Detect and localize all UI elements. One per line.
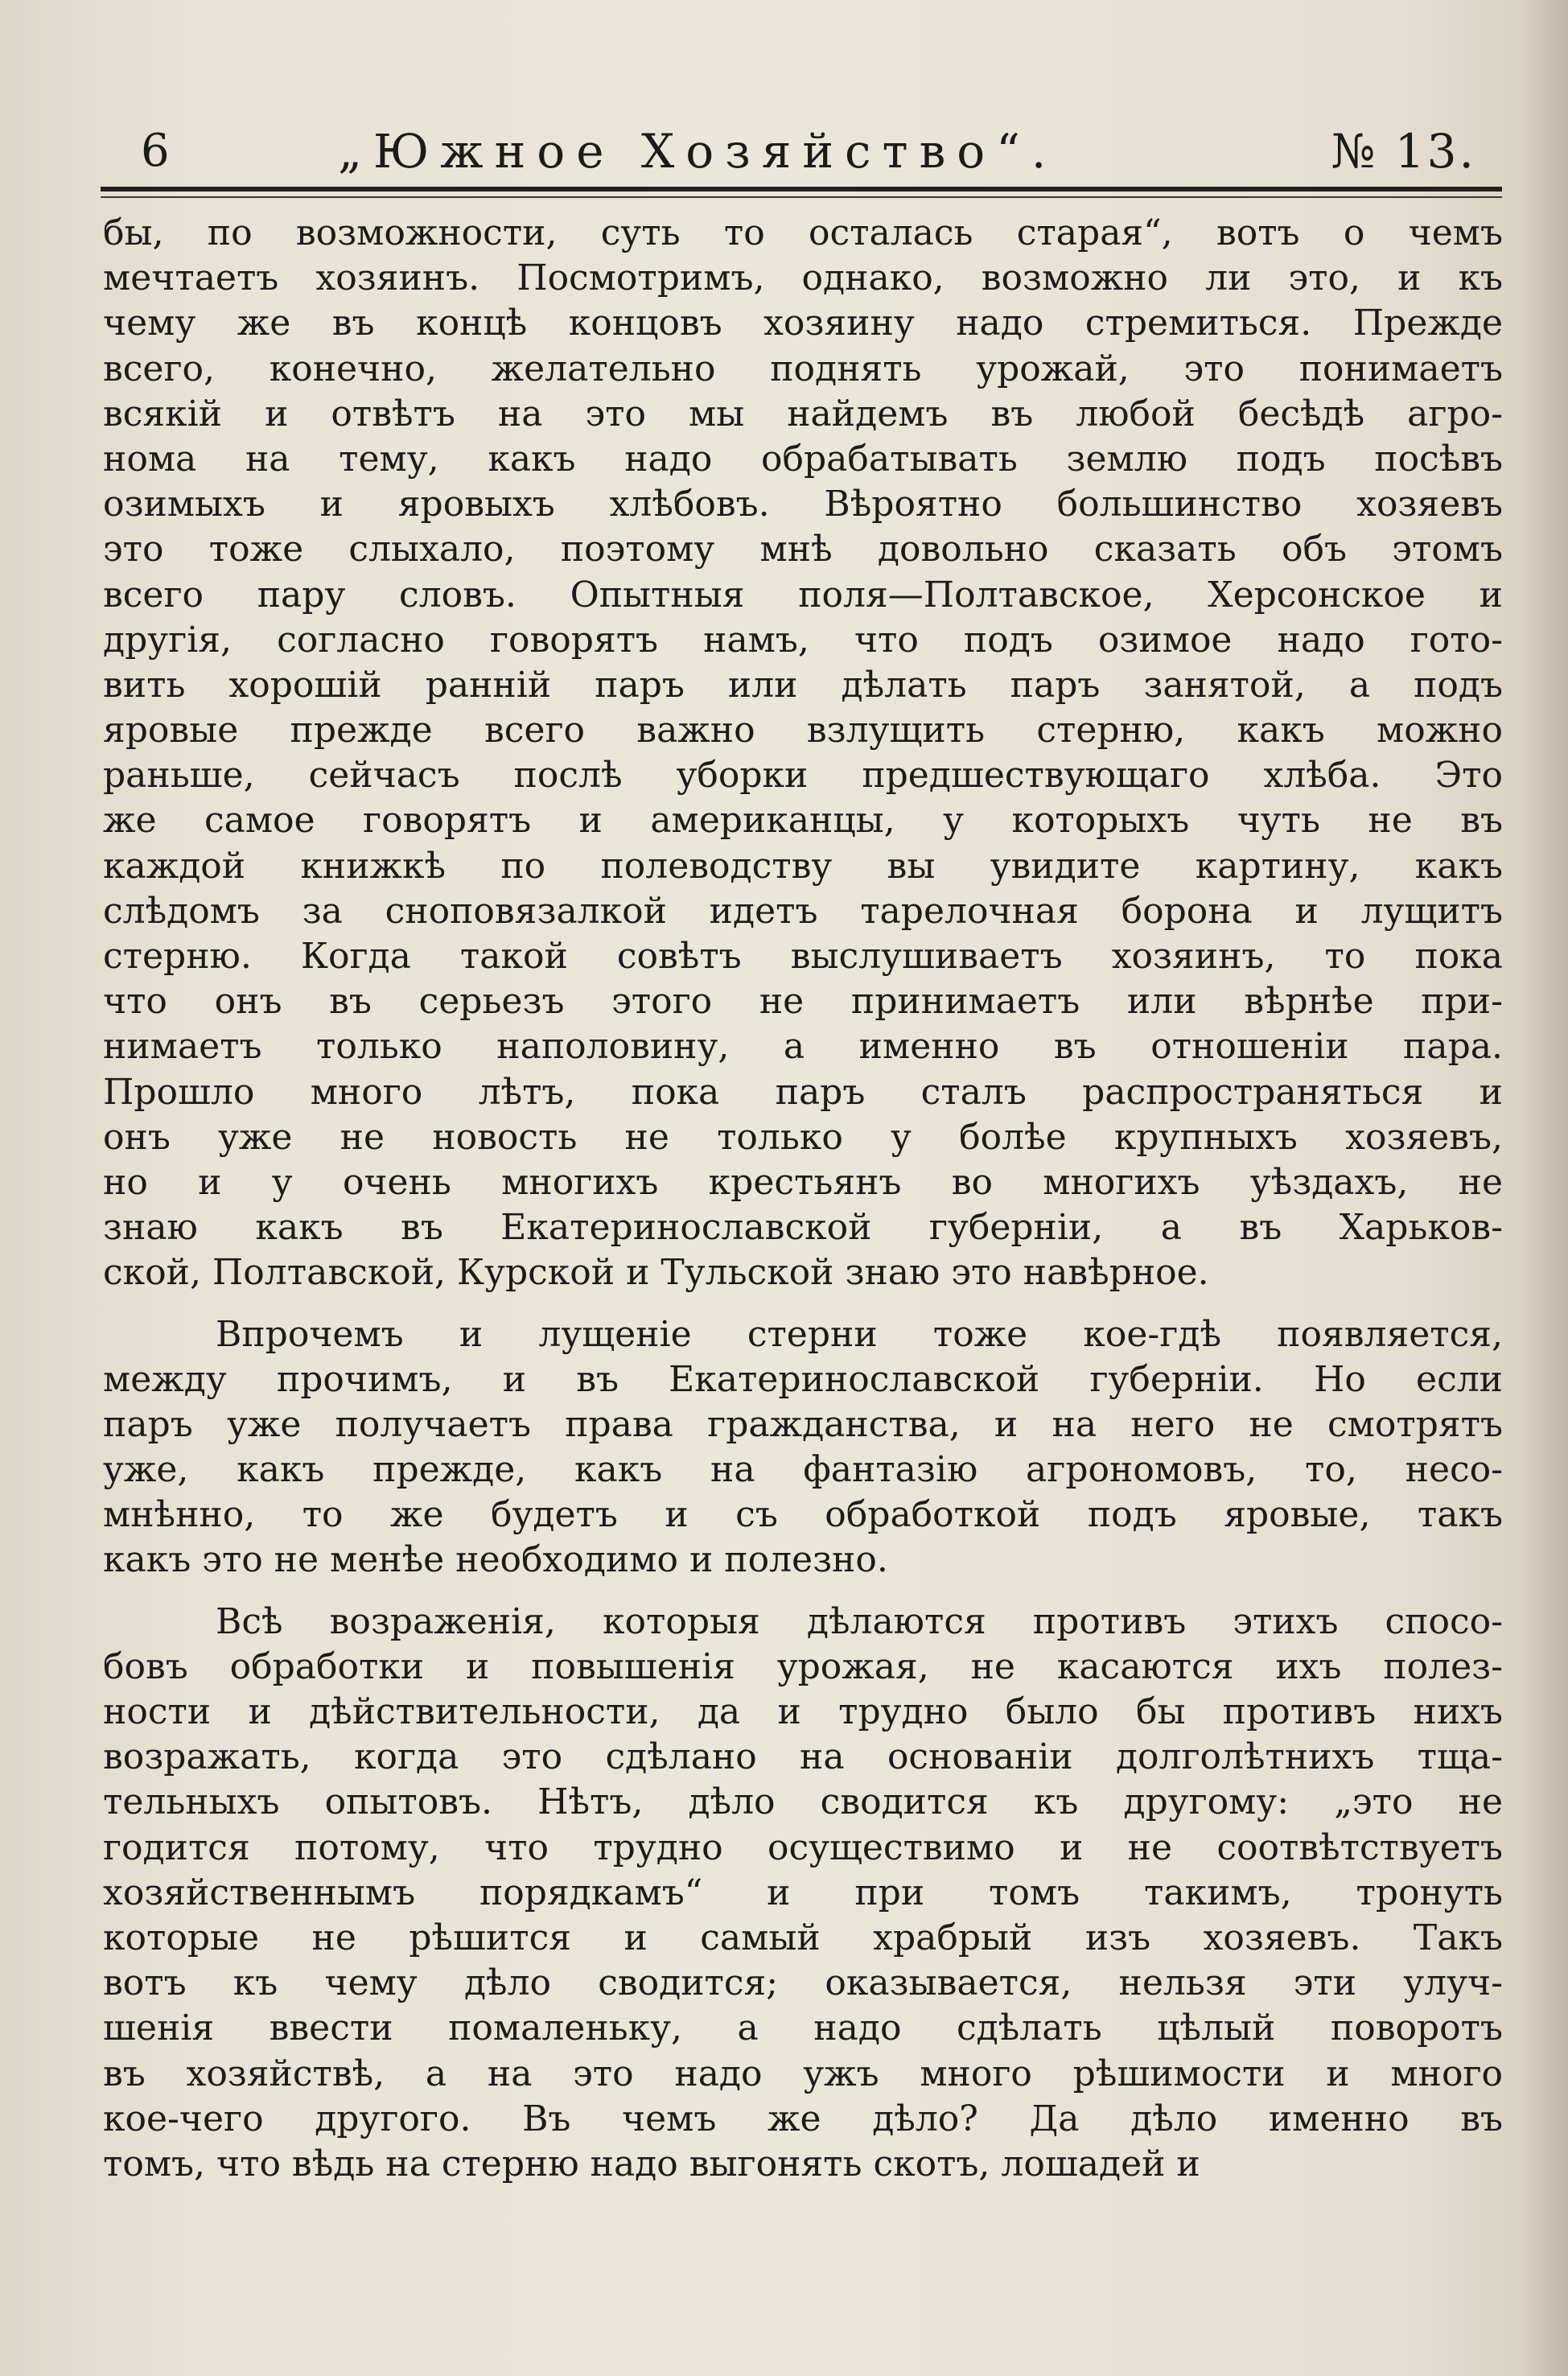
article-body [103, 211, 1503, 2187]
text-line: знаю какъ въ Екатеринославской губерніи, а въ Харьков- [103, 1207, 1503, 1249]
text-line: ской, Полтавской, Курской и Тульской знаю это навѣрное. [103, 1252, 1209, 1294]
text-line: уже, какъ прежде, какъ на фантазію агрономовъ, то, несо- [103, 1449, 1503, 1491]
page-edge-shadow [1520, 0, 1568, 2376]
text-line: нома на тему, какъ надо обрабатывать землю подъ посѣвъ [103, 438, 1503, 480]
text-line: слѣдомъ за сноповязалкой идетъ тарелочная борона и лущитъ [103, 890, 1503, 932]
text-line: шенія ввести помаленьку, а надо сдѣлать цѣлый поворотъ [103, 2007, 1503, 2049]
text-line: хозяйственнымъ порядкамъ“ и при томъ такимъ, тронуть [103, 1872, 1503, 1913]
text-line: тельныхъ опытовъ. Нѣтъ, дѣло сводится къ другому: „это не [103, 1781, 1503, 1823]
text-line: которые не рѣшится и самый храбрый изъ хозяевъ. Такъ [103, 1917, 1503, 1958]
issue-number: № 13. [1331, 124, 1476, 179]
text-line: но и у очень многихъ крестьянъ во многихъ уѣздахъ, не [103, 1161, 1503, 1203]
text-line: это тоже слыхало, поэтому мнѣ довольно сказать объ этомъ [103, 529, 1503, 570]
text-line: вить хорошій ранній паръ или дѣлать паръ занятой, а подъ [103, 664, 1503, 706]
running-header [101, 119, 1500, 183]
text-line: какъ это не менѣе необходимо и полезно. [103, 1539, 888, 1581]
page-number: 6 [141, 125, 170, 177]
text-line: же самое говорятъ и американцы, у которыхъ чуть не въ [103, 800, 1503, 842]
text-line: возражать, когда это сдѣлано на основаніи долголѣтнихъ тща- [103, 1736, 1503, 1778]
paragraph-gap [103, 1583, 1503, 1600]
text-line: всего, конечно, желательно поднять урожай, это понимаетъ [103, 348, 1503, 389]
text-line: между прочимъ, и въ Екатеринославской губерніи. Но если [103, 1358, 1503, 1400]
text-line: годится потому, что трудно осуществимо и не соотвѣтствуетъ [103, 1826, 1503, 1868]
text-line: ности и дѣйствительности, да и трудно было бы противъ нихъ [103, 1691, 1503, 1732]
text-line: кое-чего другого. Въ чемъ же дѣло? Да дѣло именно въ [103, 2098, 1503, 2139]
text-line: нимаетъ только наполовину, а именно въ отношеніи пара. [103, 1026, 1503, 1068]
text-line: озимыхъ и яровыхъ хлѣбовъ. Вѣроятно большинство хозяевъ [103, 484, 1503, 525]
header-rule-thin [101, 196, 1502, 198]
text-line: бы, по возможности, суть то осталась старая“, вотъ о чемъ [103, 212, 1503, 253]
text-line: стерню. Когда такой совѣтъ выслушиваетъ хозяинъ, то пока [103, 936, 1503, 977]
text-line: раньше, сейчасъ послѣ уборки предшествующаго хлѣба. Это [103, 755, 1503, 797]
text-line: каждой книжкѣ по полеводству вы увидите картину, какъ [103, 845, 1503, 887]
text-line: Всѣ возраженія, которыя дѣлаются противъ этихъ спосо- [216, 1600, 1503, 1642]
text-line: въ хозяйствѣ, а на это надо ужъ много рѣшимости и много [103, 2053, 1503, 2094]
paragraph [103, 1312, 1503, 1583]
text-line: вотъ къ чему дѣло сводится; оказывается, нельзя эти улуч- [103, 1962, 1503, 2004]
paragraph-gap [103, 1296, 1503, 1312]
text-line: паръ уже получаетъ права гражданства, и на него не смотрятъ [103, 1403, 1503, 1445]
text-line: что онъ въ серьезъ этого не принимаетъ или вѣрнѣе при- [103, 981, 1503, 1023]
text-line: яровые прежде всего важно взлущить стерню, какъ можно [103, 710, 1503, 752]
text-line: бовъ обработки и повышенія урожая, не касаются ихъ полез- [103, 1645, 1503, 1687]
text-line: томъ, что вѣдь на стерню надо выгонять скотъ, лошадей и [103, 2143, 1200, 2185]
text-line: всякій и отвѣтъ на это мы найдемъ въ любой бесѣдѣ агро- [103, 393, 1503, 434]
paragraph [103, 211, 1503, 1296]
text-line: Прошло много лѣтъ, пока паръ сталъ распространяться и [103, 1071, 1503, 1113]
text-line: всего пару словъ. Опытныя поля—Полтавское, Херсонское и [103, 574, 1503, 616]
text-line: Впрочемъ и лущеніе стерни тоже кое-гдѣ появляется, [216, 1313, 1503, 1355]
text-line: другія, согласно говорятъ намъ, что подъ озимое надо гото- [103, 619, 1503, 661]
journal-title: „Южное Хозяйство“. [338, 124, 1058, 179]
paragraph [103, 1600, 1503, 2187]
text-line: чему же въ концѣ концовъ хозяину надо стремиться. Прежде [103, 303, 1503, 344]
text-line: мечтаетъ хозяинъ. Посмотримъ, однако, возможно ли это, и къ [103, 257, 1503, 299]
text-line: мнѣнно, то же будетъ и съ обработкой подъ яровые, такъ [103, 1494, 1503, 1536]
text-line: онъ уже не новость не только у болѣе крупныхъ хозяевъ, [103, 1116, 1503, 1158]
header-rule-thick [101, 187, 1502, 191]
